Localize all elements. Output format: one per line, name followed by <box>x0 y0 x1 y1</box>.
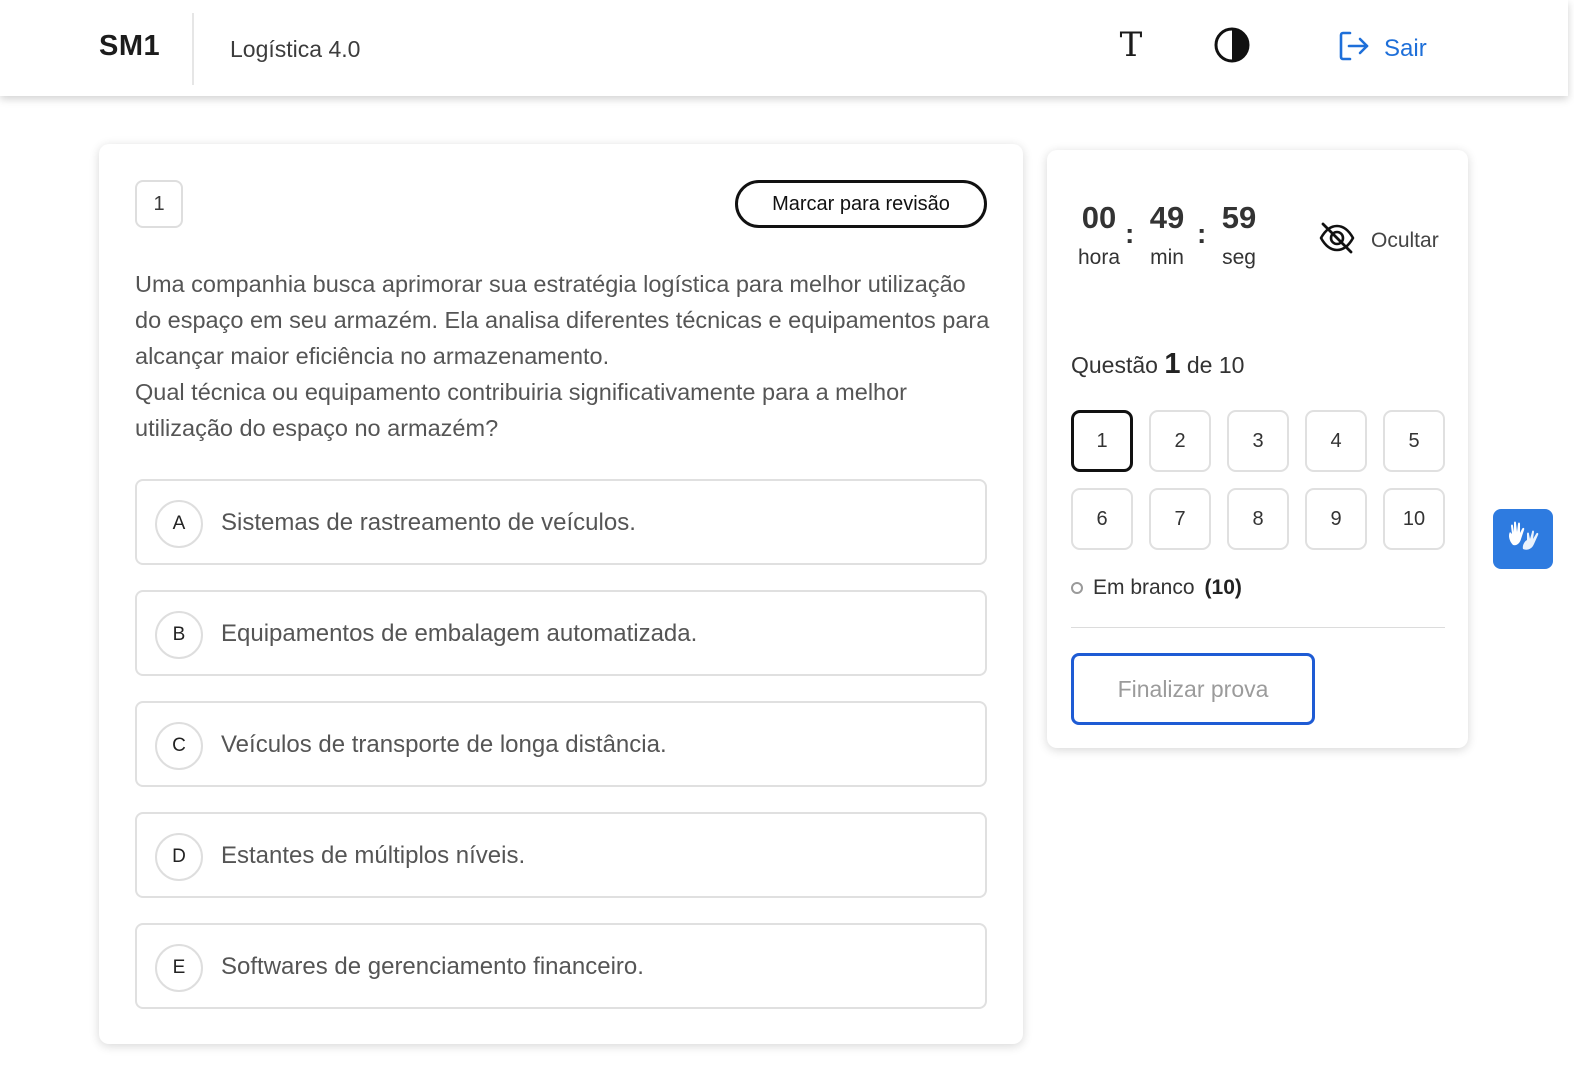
option-letter: E <box>155 944 203 992</box>
question-nav-7[interactable]: 7 <box>1149 488 1211 550</box>
course-title: Logística 4.0 <box>230 36 361 62</box>
eye-off-icon <box>1317 218 1357 264</box>
blank-label: Em branco <box>1093 576 1195 599</box>
timer-seconds-value: 59 <box>1221 200 1257 235</box>
hide-timer-button[interactable] <box>1317 218 1439 264</box>
exam-side-panel <box>1047 150 1468 748</box>
option-text: Estantes de múltiplos níveis. <box>221 842 526 869</box>
timer-separator: : <box>1197 218 1207 249</box>
logout-icon <box>1336 28 1372 71</box>
option-text: Equipamentos de embalagem automatizada. <box>221 620 698 647</box>
question-progress <box>1071 348 1244 381</box>
question-nav-3[interactable]: 3 <box>1227 410 1289 472</box>
timer-minutes-label: min <box>1150 246 1184 269</box>
question-nav-9[interactable]: 9 <box>1305 488 1367 550</box>
option-text: Veículos de transporte de longa distância. <box>221 731 667 758</box>
timer-hours-label: hora <box>1077 246 1121 269</box>
option-text: Softwares de gerenciamento financeiro. <box>221 953 644 980</box>
answer-option-d[interactable] <box>135 812 987 898</box>
blank-answers-status <box>1071 576 1242 600</box>
top-header <box>0 0 1568 96</box>
question-navigator <box>1071 410 1445 550</box>
header-divider <box>192 13 194 85</box>
timer-seconds <box>1209 200 1269 270</box>
answer-option-c[interactable] <box>135 701 987 787</box>
progress-suffix: de 10 <box>1186 352 1245 378</box>
question-nav-4[interactable]: 4 <box>1305 410 1367 472</box>
question-nav-8[interactable]: 8 <box>1227 488 1289 550</box>
sign-language-icon <box>1503 517 1543 562</box>
mark-for-review-button[interactable]: Marcar para revisão <box>735 180 987 228</box>
timer-hours-value: 00 <box>1081 200 1117 235</box>
question-number-badge: 1 <box>135 180 183 228</box>
option-letter: C <box>155 722 203 770</box>
answer-options <box>135 479 987 1034</box>
question-card <box>99 144 1023 1044</box>
font-size-icon[interactable]: T <box>1119 25 1143 65</box>
blank-count: (10) <box>1204 576 1242 599</box>
hide-timer-label: Ocultar <box>1371 229 1439 252</box>
contrast-icon[interactable] <box>1212 25 1252 65</box>
answer-option-b[interactable] <box>135 590 987 676</box>
timer-minutes <box>1137 200 1197 270</box>
question-nav-1[interactable]: 1 <box>1071 410 1133 472</box>
progress-current: 1 <box>1164 348 1181 380</box>
timer-minutes-value: 49 <box>1149 200 1185 235</box>
question-nav-10[interactable]: 10 <box>1383 488 1445 550</box>
question-nav-6[interactable]: 6 <box>1071 488 1133 550</box>
logout-button[interactable] <box>1336 30 1427 68</box>
question-nav-5[interactable]: 5 <box>1383 410 1445 472</box>
answer-option-a[interactable] <box>135 479 987 565</box>
question-prompt-text: Qual técnica ou equipamento contribuiria significativamente para a melhor utilização do espaço no armazém? <box>135 379 908 441</box>
option-letter: A <box>155 500 203 548</box>
panel-divider <box>1071 627 1445 628</box>
question-nav-2[interactable]: 2 <box>1149 410 1211 472</box>
option-letter: D <box>155 833 203 881</box>
question-statement <box>135 266 995 446</box>
finish-exam-button[interactable]: Finalizar prova <box>1071 653 1315 725</box>
blank-status-dot-icon <box>1071 582 1083 594</box>
answer-option-e[interactable] <box>135 923 987 1009</box>
sign-language-button[interactable] <box>1493 509 1553 569</box>
timer-hours <box>1069 200 1129 270</box>
progress-prefix: Questão <box>1071 352 1158 378</box>
timer-separator: : <box>1125 218 1135 249</box>
app-logo: SM1 <box>99 30 161 62</box>
timer-seconds-label: seg <box>1222 246 1256 269</box>
option-text: Sistemas de rastreamento de veículos. <box>221 509 636 536</box>
logout-label: Sair <box>1384 35 1427 62</box>
question-context-text: Uma companhia busca aprimorar sua estratégia logística para melhor utilização do espaço em seu armazém. Ela analisa diferentes técnicas e equipamentos para alcançar maior eficiência no armazenamento. <box>135 271 990 369</box>
option-letter: B <box>155 611 203 659</box>
